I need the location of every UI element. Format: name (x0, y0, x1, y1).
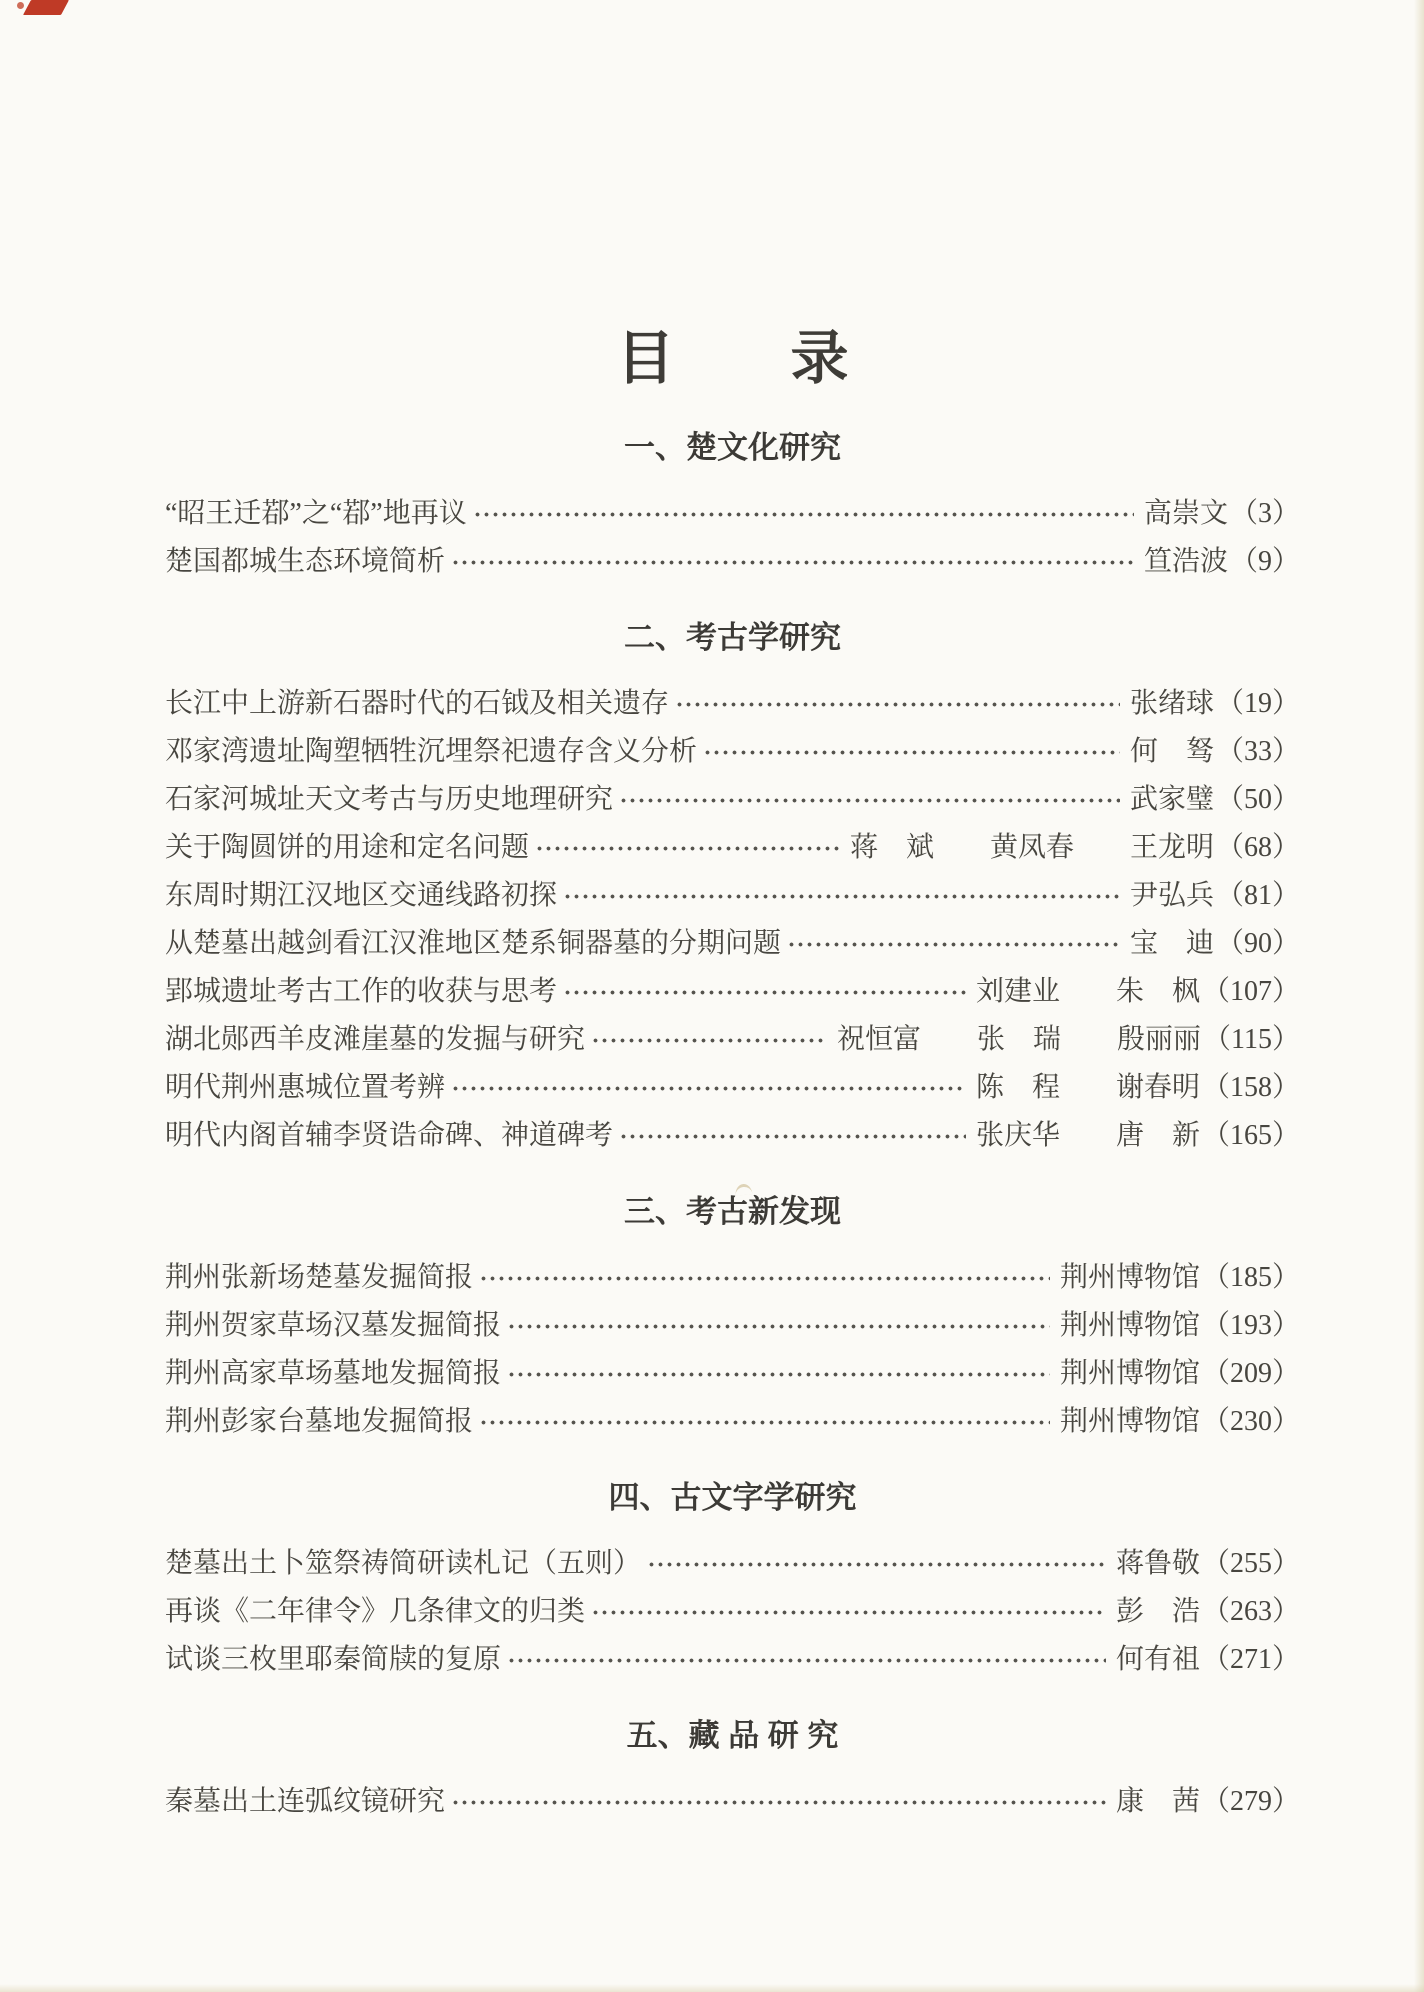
toc-entry (165, 684, 1300, 724)
entry-page-number: （230） (1201, 1406, 1300, 1437)
section-entries (165, 1544, 1300, 1680)
entry-title: 明代荆州惠城位置考辨 (165, 1072, 446, 1103)
entry-page-number: （50） (1215, 784, 1300, 815)
page-title: 目 录 (616, 326, 849, 391)
entry-title: 石家河城址天文考古与历史地理研究 (165, 784, 614, 815)
entry-authors: 荆州博物馆 (1059, 1406, 1200, 1437)
entry-authors: 彭 浩 (1115, 1596, 1200, 1627)
entry-page-number: （185） (1201, 1262, 1300, 1293)
entry-title: 秦墓出土连弧纹镜研究 (165, 1786, 446, 1817)
toc-entry (165, 972, 1300, 1012)
entry-page-number: （68） (1215, 832, 1300, 863)
section-heading: 二、考古学研究 (624, 620, 841, 655)
dot-leader (703, 732, 1120, 772)
toc-section-4 (165, 1478, 1300, 1680)
entry-page-number: （90） (1215, 928, 1300, 959)
dot-leader (535, 828, 840, 868)
toc-entry (165, 1354, 1300, 1394)
dot-leader (451, 1782, 1106, 1822)
toc-entry (165, 876, 1300, 916)
entry-authors: 宝 迪 (1129, 928, 1214, 959)
dot-leader (647, 1544, 1106, 1584)
toc-section-2 (165, 618, 1300, 1156)
entry-page-number: （255） (1201, 1548, 1300, 1579)
entry-authors: 何有祖 (1115, 1644, 1200, 1675)
entry-authors: 蒋鲁敬 (1115, 1548, 1200, 1579)
toc-entry (165, 1068, 1300, 1108)
entry-title: 从楚墓出越剑看江汉淮地区楚系铜器墓的分期问题 (165, 928, 782, 959)
dot-leader (473, 494, 1134, 534)
dot-leader (675, 684, 1120, 724)
section-entries (165, 1782, 1300, 1822)
section-entries (165, 494, 1300, 582)
toc-entry (165, 780, 1300, 820)
toc-entry (165, 1258, 1300, 1298)
dot-leader (479, 1402, 1050, 1442)
entry-authors: 张绪球 (1129, 688, 1214, 719)
entry-title: 荆州彭家台墓地发掘简报 (165, 1406, 474, 1437)
entry-title: 长江中上游新石器时代的石钺及相关遗存 (165, 688, 670, 719)
entry-authors: 何 驽 (1129, 736, 1214, 767)
entry-page-number: （165） (1201, 1120, 1300, 1151)
entry-authors: 祝恒富 张 瑞 殷丽丽 (837, 1024, 1202, 1055)
dot-leader (591, 1592, 1106, 1632)
toc-entry (165, 542, 1300, 582)
dot-leader (787, 924, 1120, 964)
toc-section-3 (165, 1192, 1300, 1442)
entry-authors: 高崇文 (1143, 498, 1228, 529)
toc-entry (165, 1402, 1300, 1442)
entry-authors: 刘建业 朱 枫 (975, 976, 1200, 1007)
entry-page-number: （9） (1229, 546, 1300, 577)
toc-entry (165, 1640, 1300, 1680)
entry-authors: 陈 程 谢春明 (975, 1072, 1200, 1103)
entry-page-number: （193） (1201, 1310, 1300, 1341)
toc-entry (165, 1544, 1300, 1584)
toc-entry (165, 924, 1300, 964)
entry-page-number: （279） (1201, 1786, 1300, 1817)
toc-entry (165, 494, 1300, 534)
entry-page-number: （158） (1201, 1072, 1300, 1103)
entry-title: 关于陶圆饼的用途和定名问题 (165, 832, 530, 863)
dot-leader (507, 1354, 1050, 1394)
toc-section-1 (165, 428, 1300, 582)
dot-leader (451, 542, 1134, 582)
entry-title: 邓家湾遗址陶塑牺牲沉埋祭祀遗存含义分析 (165, 736, 698, 767)
toc-entry (165, 1782, 1300, 1822)
toc-entry (165, 1306, 1300, 1346)
dot-leader (619, 780, 1120, 820)
dot-leader (507, 1306, 1050, 1346)
section-entries (165, 1258, 1300, 1442)
dot-leader (563, 972, 966, 1012)
entry-page-number: （263） (1201, 1596, 1300, 1627)
dot-leader (591, 1020, 827, 1060)
entry-page-number: （107） (1201, 976, 1300, 1007)
entry-page-number: （33） (1215, 736, 1300, 767)
entry-title: 荆州贺家草场汉墓发掘简报 (165, 1310, 502, 1341)
entry-title: 郢城遗址考古工作的收获与思考 (165, 976, 558, 1007)
entry-title: 试谈三枚里耶秦简牍的复原 (165, 1644, 502, 1675)
entry-authors: 荆州博物馆 (1059, 1262, 1200, 1293)
entry-page-number: （115） (1203, 1024, 1300, 1055)
dot-leader (507, 1640, 1106, 1680)
toc-entry (165, 732, 1300, 772)
entry-authors: 武家璧 (1129, 784, 1214, 815)
entry-title: “昭王迁鄀”之“鄀”地再议 (165, 498, 467, 529)
toc-entry (165, 1592, 1300, 1632)
entry-title: 东周时期江汉地区交通线路初探 (165, 880, 558, 911)
entry-authors: 蒋 斌 黄凤春 王龙明 (849, 832, 1214, 863)
entry-page-number: （81） (1215, 880, 1300, 911)
entry-title: 荆州张新场楚墓发掘简报 (165, 1262, 474, 1293)
toc-entry (165, 828, 1300, 868)
section-heading: 四、古文字学研究 (608, 1480, 857, 1515)
section-entries (165, 684, 1300, 1156)
entry-page-number: （209） (1201, 1358, 1300, 1389)
entry-title: 明代内阁首辅李贤诰命碑、神道碑考 (165, 1120, 614, 1151)
dot-leader (451, 1068, 966, 1108)
entry-title: 再谈《二年律令》几条律文的归类 (165, 1596, 586, 1627)
section-heading: 三、考古新发现 (624, 1194, 841, 1229)
entry-authors: 笪浩波 (1143, 546, 1228, 577)
entry-authors: 康 茜 (1115, 1786, 1200, 1817)
toc-section-5 (165, 1716, 1300, 1822)
entry-authors: 荆州博物馆 (1059, 1310, 1200, 1341)
dot-leader (563, 876, 1120, 916)
entry-authors: 尹弘兵 (1129, 880, 1214, 911)
section-heading: 一、楚文化研究 (624, 430, 841, 465)
dot-leader (479, 1258, 1050, 1298)
entry-page-number: （271） (1201, 1644, 1300, 1675)
entry-title: 湖北郧西羊皮滩崖墓的发掘与研究 (165, 1024, 586, 1055)
entry-title: 楚墓出土卜筮祭祷简研读札记（五则） (165, 1548, 642, 1579)
entry-title: 楚国都城生态环境简析 (165, 546, 446, 577)
entry-authors: 张庆华 唐 新 (975, 1120, 1200, 1151)
entry-authors: 荆州博物馆 (1059, 1358, 1200, 1389)
section-heading: 五、藏 品 研 究 (626, 1718, 839, 1753)
dot-leader (619, 1116, 966, 1156)
toc-entry (165, 1116, 1300, 1156)
entry-page-number: （19） (1215, 688, 1300, 719)
entry-title: 荆州高家草场墓地发掘简报 (165, 1358, 502, 1389)
toc-entry (165, 1020, 1300, 1060)
entry-page-number: （3） (1229, 498, 1300, 529)
